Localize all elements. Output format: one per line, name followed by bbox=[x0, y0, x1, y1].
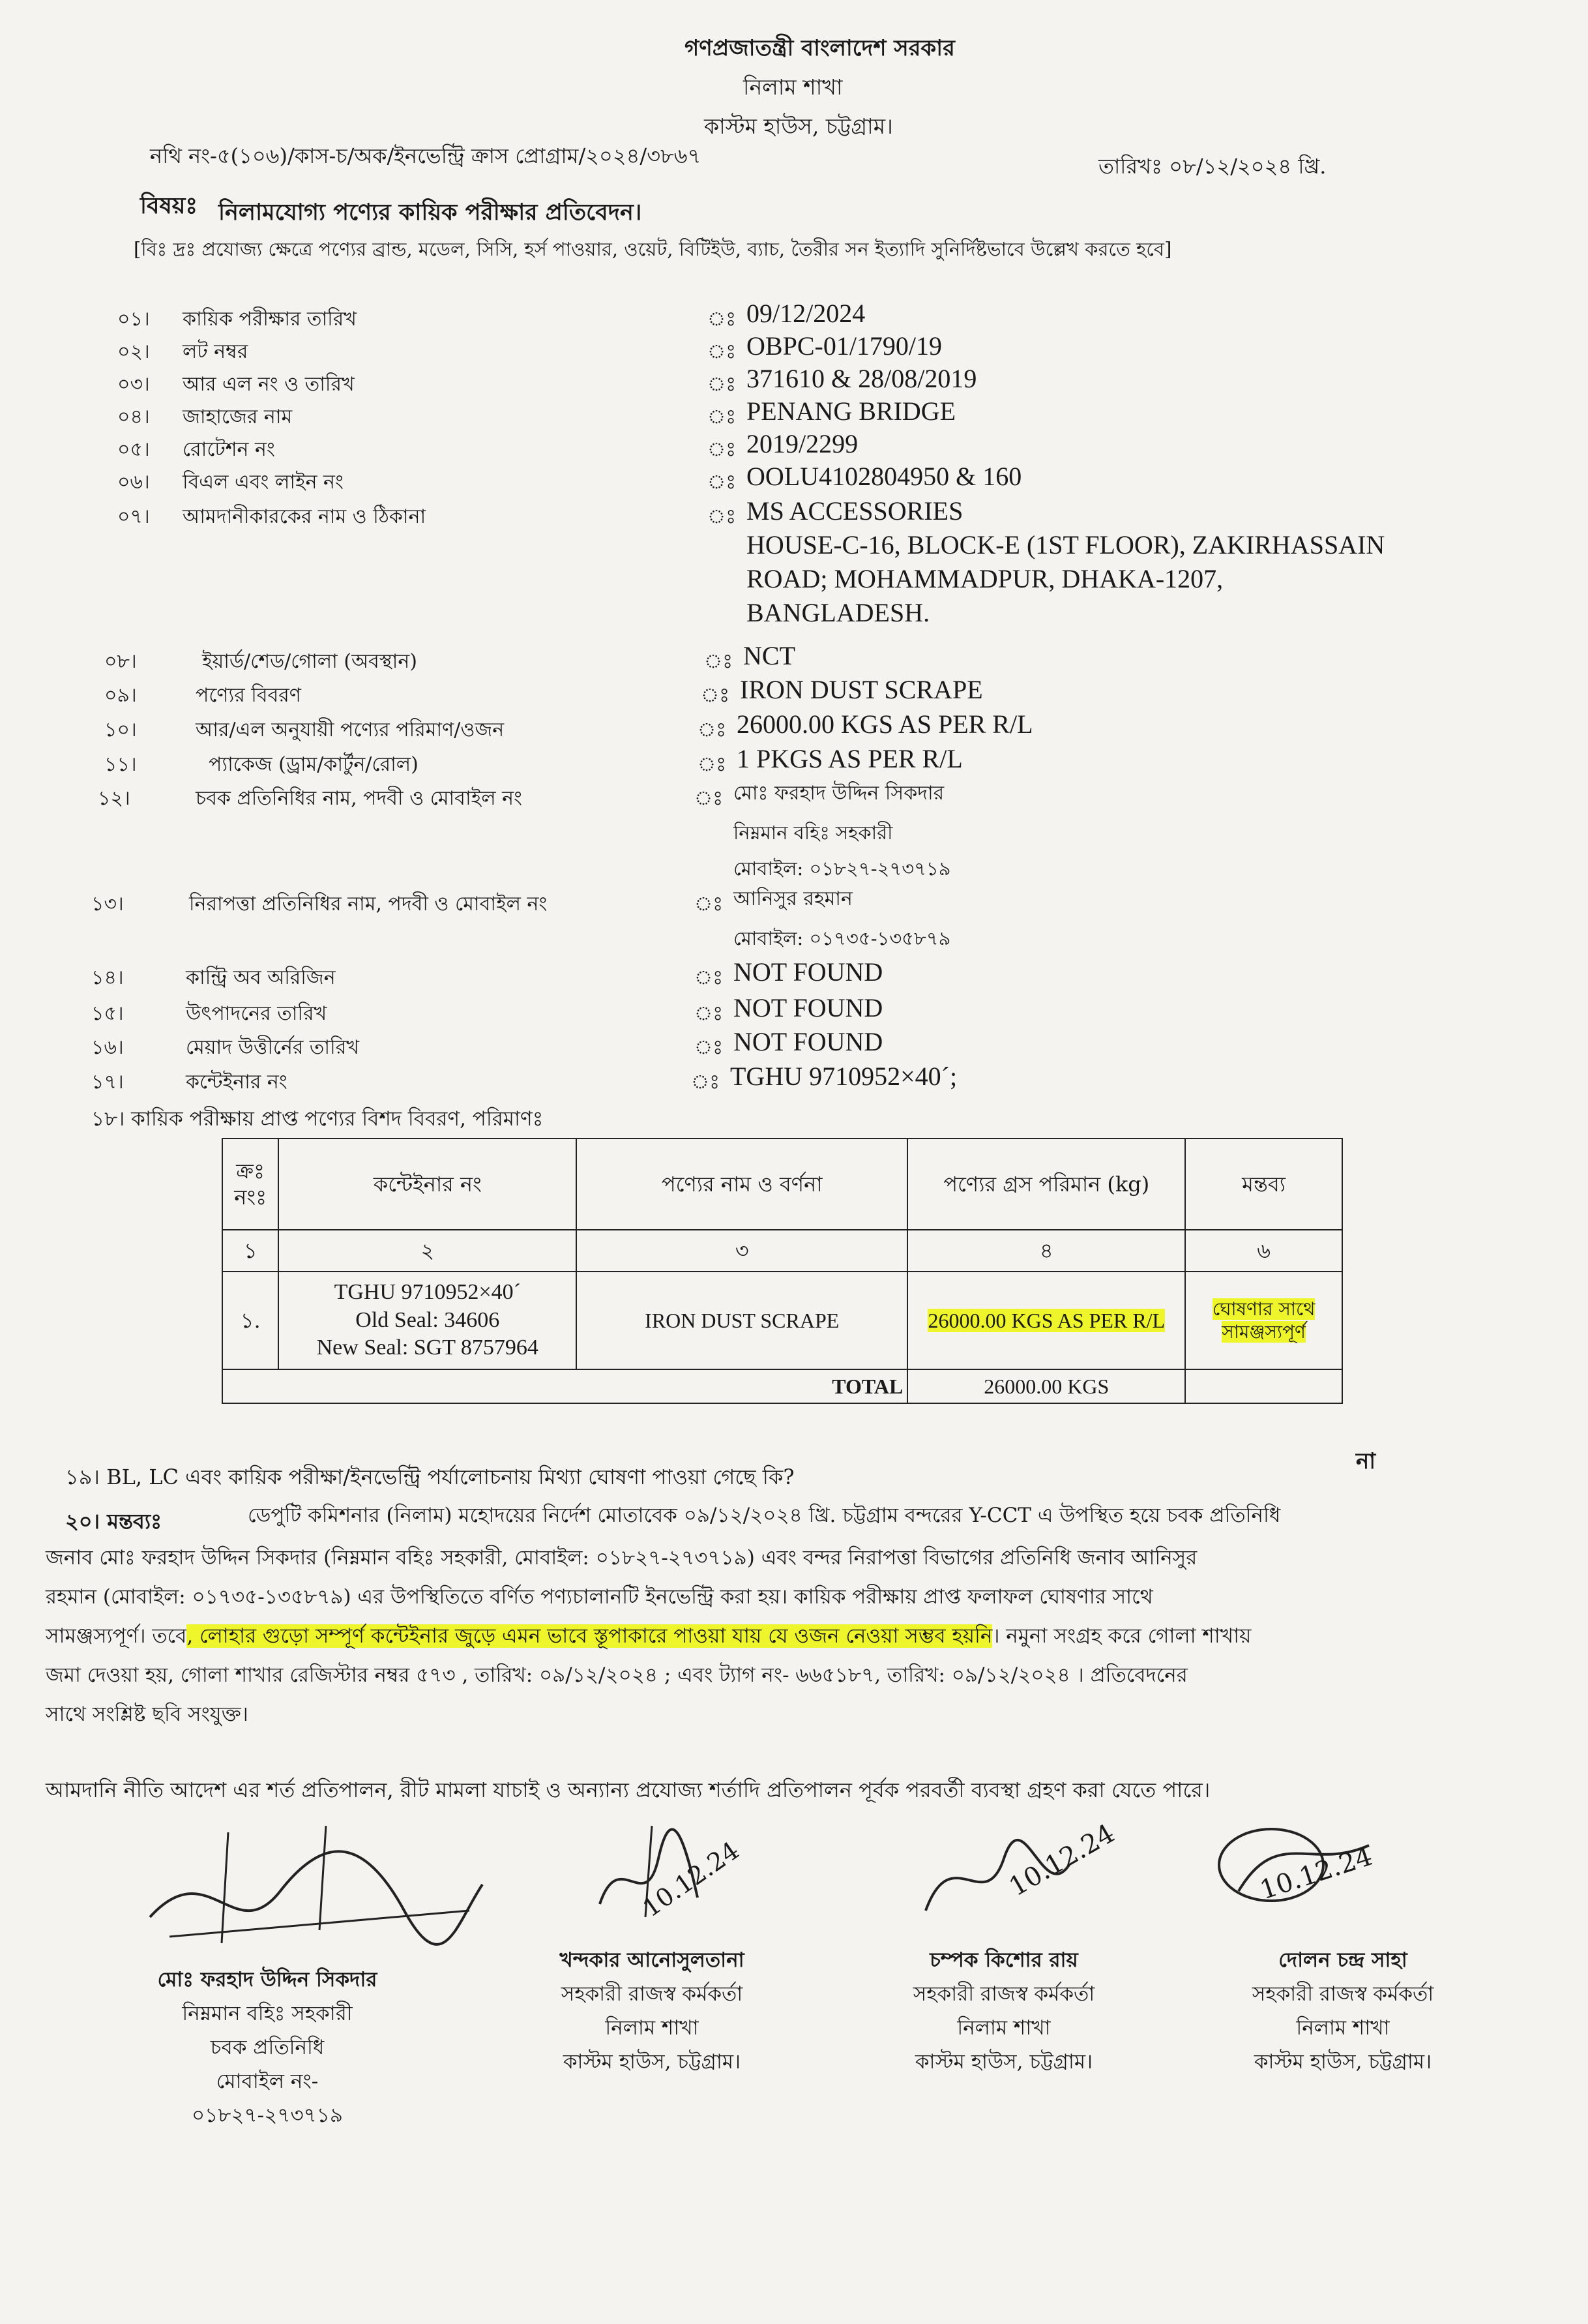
signatory-line: নিলাম শাখা bbox=[957, 2016, 1051, 2040]
item-number: ০২। bbox=[117, 340, 150, 363]
row-container bbox=[278, 1272, 576, 1369]
item-label: উৎপাদনের তারিখ bbox=[186, 1002, 327, 1025]
remark-line: সাথে সংশ্লিষ্ট ছবি সংযুক্ত। bbox=[46, 1703, 248, 1726]
item-value: NOT FOUND bbox=[733, 1027, 883, 1056]
item-colon: ঃ bbox=[707, 505, 737, 528]
item-number: ১৪। bbox=[91, 966, 124, 989]
item-number: ০৮। bbox=[104, 650, 137, 673]
item-label: কন্টেইনার নং bbox=[186, 1071, 287, 1094]
signatory-line: কাস্টম হাউস, চট্টগ্রাম। bbox=[563, 2050, 741, 2074]
item-value: NCT bbox=[743, 641, 795, 670]
col-num: ৪ bbox=[907, 1230, 1185, 1272]
item-label: কায়িক পরীক্ষার তারিখ bbox=[183, 308, 357, 331]
item-label: পণ্যের বিবরণ bbox=[196, 684, 301, 707]
office-title: কাস্টম হাউস, চট্টগ্রাম। bbox=[704, 113, 893, 139]
item-label: আর এল নং ও তারিখ bbox=[183, 373, 355, 396]
item-number: ০৫। bbox=[117, 438, 150, 461]
row-serial: ১. bbox=[222, 1272, 278, 1369]
item-number: ১৫। bbox=[91, 1002, 124, 1025]
signatory-line: নিলাম শাখা bbox=[1296, 2016, 1390, 2040]
importer-address-line: HOUSE-C-16, BLOCK-E (1ST FLOOR), ZAKIRHASSAIN bbox=[746, 530, 1385, 559]
item-label: চবক প্রতিনিধির নাম, পদবী ও মোবাইল নং bbox=[196, 787, 522, 810]
th-quantity: পণ্যের গ্রস পরিমান (kg) bbox=[907, 1139, 1185, 1230]
col-num: ১ bbox=[222, 1230, 278, 1272]
item-value: NOT FOUND bbox=[733, 957, 883, 987]
item-value: 371610 & 28/08/2019 bbox=[746, 364, 977, 393]
remark-line: সামঞ্জস্যপূর্ণ। তবে, লোহার গুড়ো সম্পূর্ণ কন্টেইনার জুড়ে এমন ভাবে স্তূপাকারে পাওয়া যায় যে ওজন নেওয়া সম্ভব হয়নি। নমুনা সংগ্রহ করে গোলা শাখায় bbox=[46, 1624, 1252, 1648]
signature-1-icon bbox=[130, 1813, 495, 1963]
signatory-line: নিম্নমান বহিঃ সহকারী bbox=[182, 2002, 353, 2025]
item-colon: ঃ bbox=[698, 753, 727, 776]
signatory-line: কাস্টম হাউস, চট্টগ্রাম। bbox=[915, 2050, 1093, 2074]
qty-value: 26000.00 KGS AS PER R/L bbox=[928, 1309, 1166, 1332]
remark-line: জমা দেওয়া হয়, গোলা শাখার রেজিস্টার নম্বর ৫৭৩ , তারিখ: ০৯/১২/২০২৪ ; এবং ট্যাগ নং- ৬৬৫১৮৭, তারিখ: ০৯/১২/২০২৪ । প্রতিবেদনের bbox=[46, 1663, 1188, 1687]
col-num: ২ bbox=[278, 1230, 576, 1272]
importer-address-line: BANGLADESH. bbox=[746, 598, 930, 627]
item-label: কান্ট্রি অব অরিজিন bbox=[186, 966, 336, 989]
total-value: 26000.00 KGS bbox=[907, 1369, 1185, 1403]
item-value: মোঃ ফরহাদ উদ্দিন সিকদার bbox=[733, 782, 945, 805]
signatory-line: সহকারী রাজস্ব কর্মকর্তা bbox=[1252, 1982, 1434, 2006]
item-number: ০৪। bbox=[117, 406, 150, 428]
item-value: আনিসুর রহমান bbox=[733, 887, 853, 910]
item-colon: ঃ bbox=[707, 308, 737, 331]
th-container: কন্টেইনার নং bbox=[278, 1139, 576, 1230]
signatory-line: ০১৮২৭-২৭৩৭১৯ bbox=[191, 2104, 344, 2127]
old-seal: Old Seal: 34606 bbox=[355, 1307, 500, 1332]
subject-label: বিষয়ঃ bbox=[140, 192, 198, 219]
closing-text: আমদানি নীতি আদেশ এর শর্ত প্রতিপালন, রীট মামলা যাচাই ও অন্যান্য প্রযোজ্য শর্তাদি প্রতিপালন পূর্বক পরবর্তী ব্যবস্থা গ্রহণ করা যেতে পারে। bbox=[46, 1778, 1211, 1802]
item-20-label: ২০। মন্তব্যঃ bbox=[65, 1509, 162, 1534]
section-title: নিলাম শাখা bbox=[743, 74, 843, 100]
row-goods: IRON DUST SCRAPE bbox=[576, 1272, 907, 1369]
col-num: ৩ bbox=[576, 1230, 907, 1272]
total-label: TOTAL bbox=[222, 1369, 907, 1403]
signatory-name: দোলন চন্দ্র সাহা bbox=[1278, 1948, 1407, 1972]
col-num: ৬ bbox=[1185, 1230, 1342, 1272]
item-18-label: ১৮। কায়িক পরীক্ষায় প্রাপ্ত পণ্যের বিশদ বিবরণ, পরিমাণঃ bbox=[91, 1107, 544, 1131]
signature-3-icon bbox=[913, 1826, 1082, 1937]
importer-address-line: ROAD; MOHAMMADPUR, DHAKA-1207, bbox=[746, 564, 1224, 593]
signature-2-date: 10.12.24 bbox=[637, 1836, 744, 1923]
item-label: বিএল এবং লাইন নং bbox=[183, 471, 344, 494]
item-colon: ঃ bbox=[707, 406, 737, 428]
item-value: OOLU4102804950 & 160 bbox=[746, 462, 1022, 491]
subject-text: নিলামযোগ্য পণ্যের কায়িক পরীক্ষার প্রতিবেদন। bbox=[218, 199, 642, 226]
th-goods: পণ্যের নাম ও বর্ণনা bbox=[576, 1139, 907, 1230]
remark-value: ঘোষণার সাথে সামঞ্জস্যপূর্ণ bbox=[1212, 1298, 1316, 1343]
item-number: ১২। bbox=[98, 787, 130, 810]
item-label: নিরাপত্তা প্রতিনিধির নাম, পদবী ও মোবাইল নং bbox=[189, 893, 548, 916]
item-colon: ঃ bbox=[707, 340, 737, 363]
item-label: রোটেশন নং bbox=[183, 438, 275, 461]
signatory-line: চবক প্রতিনিধি bbox=[210, 2036, 325, 2059]
item-value: 26000.00 KGS AS PER R/L bbox=[737, 709, 1033, 739]
item-colon: ঃ bbox=[707, 471, 737, 494]
signatory-name: চম্পক কিশোর রায় bbox=[930, 1948, 1078, 1972]
item-number: ০৯। bbox=[104, 684, 137, 707]
signatory-line: সহকারী রাজস্ব কর্মকর্তা bbox=[561, 1982, 743, 2006]
signatory-2 bbox=[515, 1943, 789, 2079]
item-number: ০৬। bbox=[117, 471, 150, 494]
item-colon: ঃ bbox=[707, 438, 737, 461]
th-remark: মন্তব্য bbox=[1185, 1139, 1342, 1230]
file-number: নথি নং-৫(১০৬)/কাস-চ/অক/ইনভেন্ট্রি ক্রাস প্রোগ্রাম/২০২৪/৩৮৬৭ bbox=[150, 143, 701, 168]
goods-table bbox=[222, 1138, 1343, 1404]
th-serial: ক্রঃ নংঃ bbox=[222, 1139, 278, 1230]
item-label: ইয়ার্ড/শেড/গোলা (অবস্থান) bbox=[202, 650, 417, 673]
item-number: ১৬। bbox=[91, 1036, 124, 1059]
signatory-line: নিলাম শাখা bbox=[605, 2016, 699, 2040]
signatory-1 bbox=[117, 1963, 417, 2132]
item-number: ০১। bbox=[117, 308, 150, 331]
item-colon: ঃ bbox=[691, 1071, 720, 1094]
signatory-4 bbox=[1206, 1943, 1480, 2079]
item-label: জাহাজের নাম bbox=[183, 406, 293, 428]
note: [বিঃ দ্রঃ প্রযোজ্য ক্ষেত্রে পণ্যের ব্রান্ড, মডেল, সিসি, হর্স পাওয়ার, ওয়েট, বিটিইউ, ব্যাচ, তৈরীর সন ইত্যাদি সুনির্দিষ্টভাবে উল্লেখ করতে হবে] bbox=[134, 238, 1172, 260]
item-label: মেয়াদ উত্তীর্নের তারিখ bbox=[186, 1036, 359, 1059]
item-label: আর/এল অনুযায়ী পণ্যের পরিমাণ/ওজন bbox=[196, 719, 505, 741]
item-colon: ঃ bbox=[694, 966, 724, 989]
remark-line: রহমান (মোবাইল: ০১৭৩৫-১৩৫৮৭৯) এর উপস্থিতিতে বর্ণিত পণ্যচালানটি ইনভেন্ট্রি করা হয়। কায়িক পরীক্ষায় প্রাপ্ত ফলাফল ঘোষণার সাথে bbox=[46, 1585, 1153, 1609]
item-value: IRON DUST SCRAPE bbox=[740, 675, 983, 704]
signature-4-date: 10.12.24 bbox=[1256, 1841, 1376, 1906]
item-colon: ঃ bbox=[694, 1002, 724, 1025]
signatory-name: খন্দকার আনোসুলতানা bbox=[559, 1948, 744, 1972]
item-number: ০৩। bbox=[117, 373, 150, 396]
item-colon: ঃ bbox=[694, 1036, 724, 1059]
item-19-answer: না bbox=[1356, 1448, 1376, 1474]
table-row bbox=[222, 1272, 1342, 1369]
item-value: MS ACCESSORIES bbox=[746, 496, 963, 526]
container-no: TGHU 9710952×40´ bbox=[334, 1280, 521, 1305]
signature-3-date: 10.12.24 bbox=[1004, 1818, 1120, 1903]
representative-line: মোবাইল: ০১৭৩৫-১৩৫৮৭৯ bbox=[733, 927, 951, 949]
item-colon: ঃ bbox=[707, 373, 737, 396]
item-colon: ঃ bbox=[694, 787, 724, 810]
remark-line: জনাব মোঃ ফরহাদ উদ্দিন সিকদার (নিম্নমান বহিঃ সহকারী, মোবাইল: ০১৮২৭-২৭৩৭১৯) এবং বন্দর নিরাপত্তা বিভাগের প্রতিনিধি জনাব আনিসুর bbox=[46, 1546, 1198, 1570]
total-blank bbox=[1185, 1369, 1342, 1403]
row-remark bbox=[1185, 1272, 1342, 1369]
item-value: TGHU 9710952×40´; bbox=[730, 1062, 958, 1091]
item-colon: ঃ bbox=[704, 650, 733, 673]
item-value: OBPC-01/1790/19 bbox=[746, 331, 943, 361]
item-label: আমদানীকারকের নাম ও ঠিকানা bbox=[183, 505, 426, 528]
signatory-line: মোবাইল নং- bbox=[216, 2070, 319, 2093]
item-label: লট নম্বর bbox=[183, 340, 248, 363]
item-colon: ঃ bbox=[701, 684, 730, 707]
item-19-question: ১৯। BL, LC এবং কায়িক পরীক্ষা/ইনভেন্ট্রি পর্যালোচনায় মিথ্যা ঘোষণা পাওয়া গেছে কি? bbox=[65, 1465, 795, 1489]
highlighted-remark: , লোহার গুড়ো সম্পূর্ণ কন্টেইনার জুড়ে এমন ভাবে স্তূপাকারে পাওয়া যায় যে ওজন নেওয়া সম্ভব হয়নি bbox=[186, 1624, 993, 1648]
new-seal: New Seal: SGT 8757964 bbox=[316, 1335, 538, 1360]
signatory-3 bbox=[867, 1943, 1141, 2079]
item-number: ১৭। bbox=[91, 1071, 124, 1094]
item-label: প্যাকেজ (ড্রাম/কার্টুন/রোল) bbox=[209, 753, 419, 776]
item-number: ০৭। bbox=[117, 505, 150, 528]
item-number: ১৩। bbox=[91, 893, 124, 916]
signatory-line: সহকারী রাজস্ব কর্মকর্তা bbox=[913, 1982, 1095, 2006]
item-colon: ঃ bbox=[698, 719, 727, 741]
representative-line: মোবাইল: ০১৮২৭-২৭৩৭১৯ bbox=[733, 857, 951, 880]
row-quantity bbox=[907, 1272, 1185, 1369]
remark-line: ডেপুটি কমিশনার (নিলাম) মহোদয়ের নির্দেশ মোতাবেক ০৯/১২/২০২৪ খ্রি. চট্টগ্রাম বন্দরের Y-CCT এ উপস্থিত হয়ে চবক প্রতিনিধি bbox=[248, 1504, 1281, 1527]
item-value: 2019/2299 bbox=[746, 429, 859, 458]
representative-line: নিম্নমান বহিঃ সহকারী bbox=[733, 822, 893, 844]
letter-date: তারিখঃ ০৮/১২/২০২৪ খ্রি. bbox=[1098, 154, 1327, 179]
item-number: ১০। bbox=[104, 719, 137, 741]
signatory-line: কাস্টম হাউস, চট্টগ্রাম। bbox=[1254, 2050, 1432, 2074]
item-value: 09/12/2024 bbox=[746, 299, 866, 328]
item-number: ১১। bbox=[104, 753, 137, 776]
signatory-name: মোঃ ফরহাদ উদ্দিন সিকদার bbox=[157, 1968, 377, 1991]
item-value: 1 PKGS AS PER R/L bbox=[737, 744, 963, 773]
item-value: PENANG BRIDGE bbox=[746, 396, 956, 426]
gov-title: গণপ্রজাতন্ত্রী বাংলাদেশ সরকার bbox=[684, 35, 955, 61]
item-value: NOT FOUND bbox=[733, 993, 883, 1022]
item-colon: ঃ bbox=[694, 893, 724, 916]
